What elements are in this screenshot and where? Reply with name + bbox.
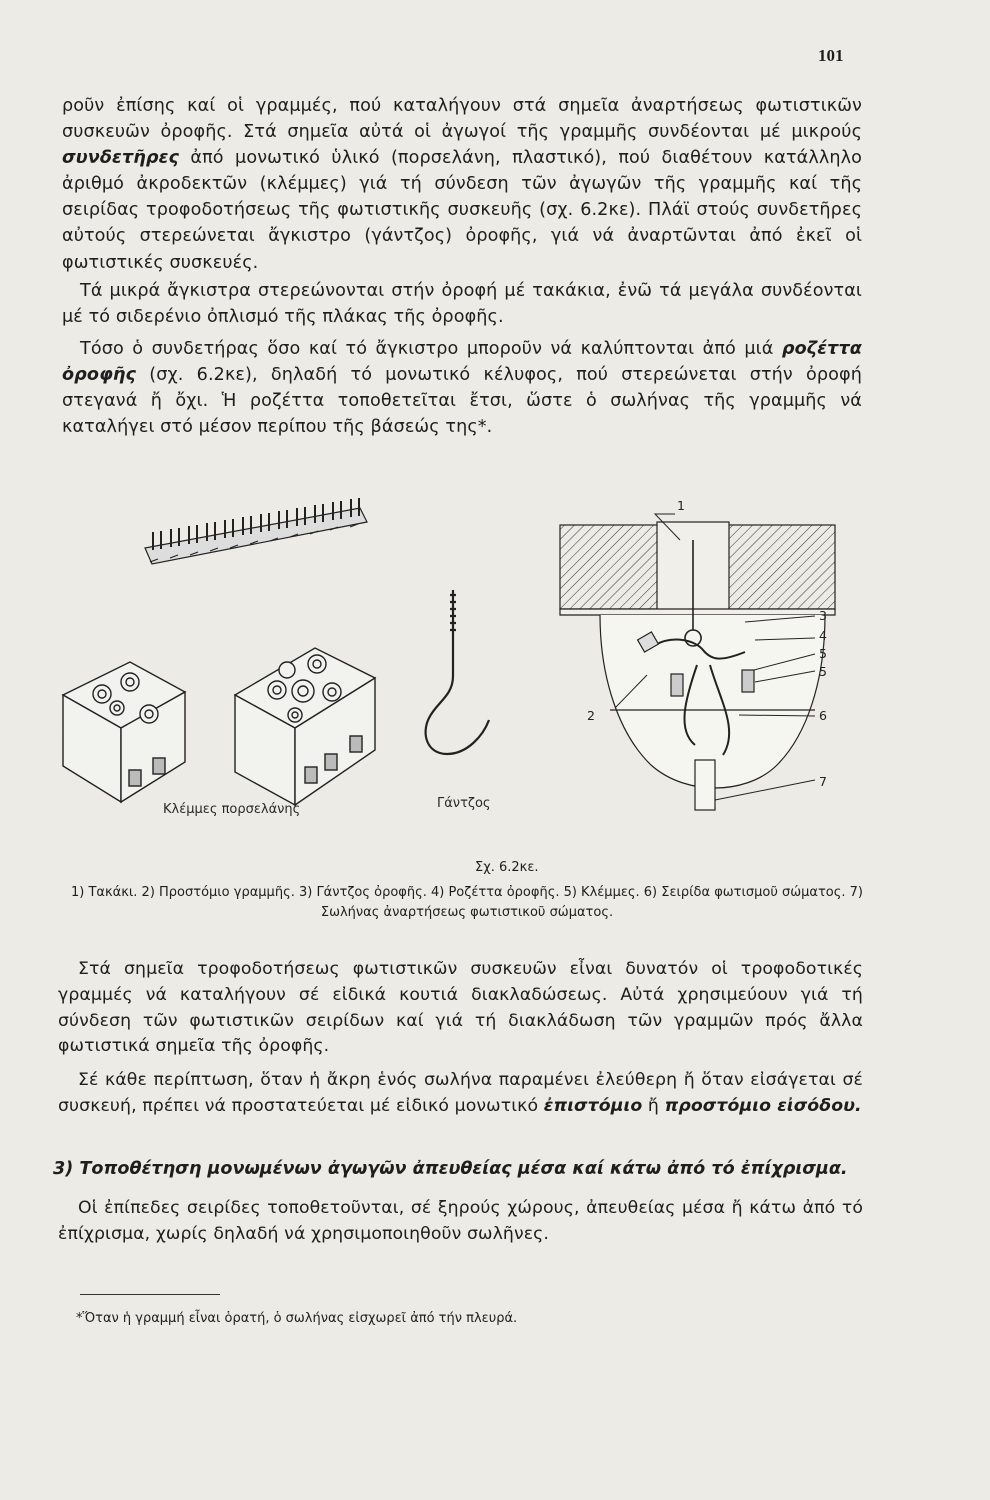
figure-6-2ke xyxy=(55,470,875,880)
paragraph-1 xyxy=(62,93,862,276)
paragraph-3 xyxy=(62,336,862,440)
term-ceiling-rosette: ροζέττα ὀροφῆς xyxy=(62,339,862,386)
section-heading: 3) Τοποθέτηση μονωμένων ἀγωγῶν ἀπευθείας μέσα καί κάτω ἀπό τό ἐπίχρισμα. xyxy=(53,1159,848,1179)
ceiling-hook-drawing xyxy=(426,590,489,754)
label-hook: Γάντζος xyxy=(437,796,491,811)
porcelain-block-large-drawing xyxy=(235,648,375,805)
label-porcelain-terminals: Κλέμμες πορσελάνης xyxy=(163,802,301,817)
callout-6: 6 xyxy=(819,708,827,723)
callout-7: 7 xyxy=(819,774,827,789)
paragraph-5-text-a: Σέ κάθε περίπτωση, ὅταν ἡ ἄκρη ἑνός σωλήνα παραμένει ἐλεύθερη ἤ ὅταν εἰσάγεται σέ συσκευή, πρέπει νά προστατεύεται μέ εἰδικό μονωτικό xyxy=(58,1070,863,1116)
callout-5a: 5 xyxy=(819,646,827,661)
footnote-divider xyxy=(80,1294,220,1295)
paragraph-2: Τά μικρά ἄγκιστρα στερεώνονται στήν ὀροφή μέ τακάκια, ἐνῶ τά μεγάλα συνδέονται μέ τό σιδερένιο ὀπλισμό τῆς πλάκας τῆς ὀροφῆς. xyxy=(62,281,862,328)
paragraph-3-text-a: Τόσο ὁ συνδετήρας ὅσο καί τό ἄγκιστρο μποροῦν νά καλύπτονται ἀπό μιά xyxy=(80,339,782,359)
callout-1: 1 xyxy=(677,498,685,513)
figure-title: Σχ. 6.2κε. xyxy=(475,860,539,875)
figure-caption: 1) Τακάκι. 2) Προστόμιο γραμμῆς. 3) Γάντζος ὀροφῆς. 4) Ροζέττα ὀροφῆς. 5) Κλέμμες. 6) Σειρίδα φωτισμοῦ σώματος. 7) Σωλήνας ἀναρτήσεως φωτιστικοῦ σώματος. xyxy=(71,885,863,920)
rosette-section-drawing xyxy=(560,522,835,810)
paragraph-3-text-b: (σχ. 6.2κε), δηλαδή τό μονωτικό κέλυφος, πού στερεώνεται στήν ὀροφή στεγανά ἤ ὄχι. Ἡ ροζέττα τοποθετεῖται ἔτσι, ὥστε ὁ σωλήνας τῆς γραμμῆς νά καταλήγει στό μέσον περίπου τῆς βάσεώς της*. xyxy=(62,365,862,438)
footnote: *Ὅταν ἡ γραμμή εἶναι ὁρατή, ὁ σωλήνας εἰσχωρεῖ ἀπό τήν πλευρά. xyxy=(76,1311,518,1326)
callout-5b: 5 xyxy=(819,664,827,679)
paragraph-4: Στά σημεῖα τροφοδοτήσεως φωτιστικῶν συσκευῶν εἶναι δυνατόν οἱ τροφοδοτικές γραμμές νά καταλήγουν σέ εἰδικά κουτιά διακλαδώσεως. Αὐτά χρησιμεύουν γιά τή σύνδεση τῶν φωτιστικῶν σειρίδων καί γιά τή διακλάδωση τῶν γραμμῶν πρός ἄλλα φωτιστικά σημεῖα τῆς ὀροφῆς. xyxy=(58,959,863,1057)
paragraph-5-text-mid: ἤ xyxy=(642,1095,665,1116)
term-connectors: συνδετῆρες xyxy=(62,148,180,169)
paragraph-1-text-b: ἀπό μονωτικό ὑλικό (πορσελάνη, πλαστικό), πού διαθέτουν κατάλληλο ἀριθμό ἀκροδεκτῶν (κλέμμες) γιά τή σύνδεση τῶν ἀγωγῶν τῆς γραμμῆς καί τῆς σειρίδας τροφοδοτήσεως τῆς φωτιστικῆς συσκευῆς (σχ. 6.2κε). Πλάϊ στούς συνδετῆρες αὐτούς στερεώνεται ἄγκιστρο (γάντζος) ὀροφῆς, γιά νά ἀναρτῶνται ἀπό ἐκεῖ οἱ φωτιστικές συσκευές. xyxy=(62,148,862,273)
paragraph-1-text-a: ροῦν ἐπίσης καί οἱ γραμμές, πού καταλήγουν στά σημεῖα ἀναρτήσεως φωτιστικῶν συσκευῶν ὀροφῆς. Στά σημεῖα αὐτά οἱ ἀγωγοί τῆς γραμμῆς συνδέονται μέ μικρούς xyxy=(62,96,862,143)
callout-4: 4 xyxy=(819,628,827,643)
callout-3: 3 xyxy=(819,608,827,623)
term-entry-bush: προστόμιο εἰσόδου. xyxy=(664,1095,862,1116)
term-mouthpiece: ἐπιστόμιο xyxy=(543,1095,643,1116)
page-number: 101 xyxy=(818,46,844,65)
paragraph-6: Οἱ ἐπίπεδες σειρίδες τοποθετοῦνται, σέ ξηρούς χώρους, ἀπευθείας μέσα ἤ κάτω ἀπό τό ἐπίχρισμα, χωρίς δηλαδή νά χρησιμοποιηθοῦν σωλῆνες. xyxy=(58,1198,863,1244)
paragraph-5 xyxy=(58,1068,863,1120)
terminal-strip-drawing xyxy=(145,498,367,564)
porcelain-block-small-drawing xyxy=(63,662,185,802)
callout-2: 2 xyxy=(587,708,595,723)
figure-drawing xyxy=(55,470,875,880)
